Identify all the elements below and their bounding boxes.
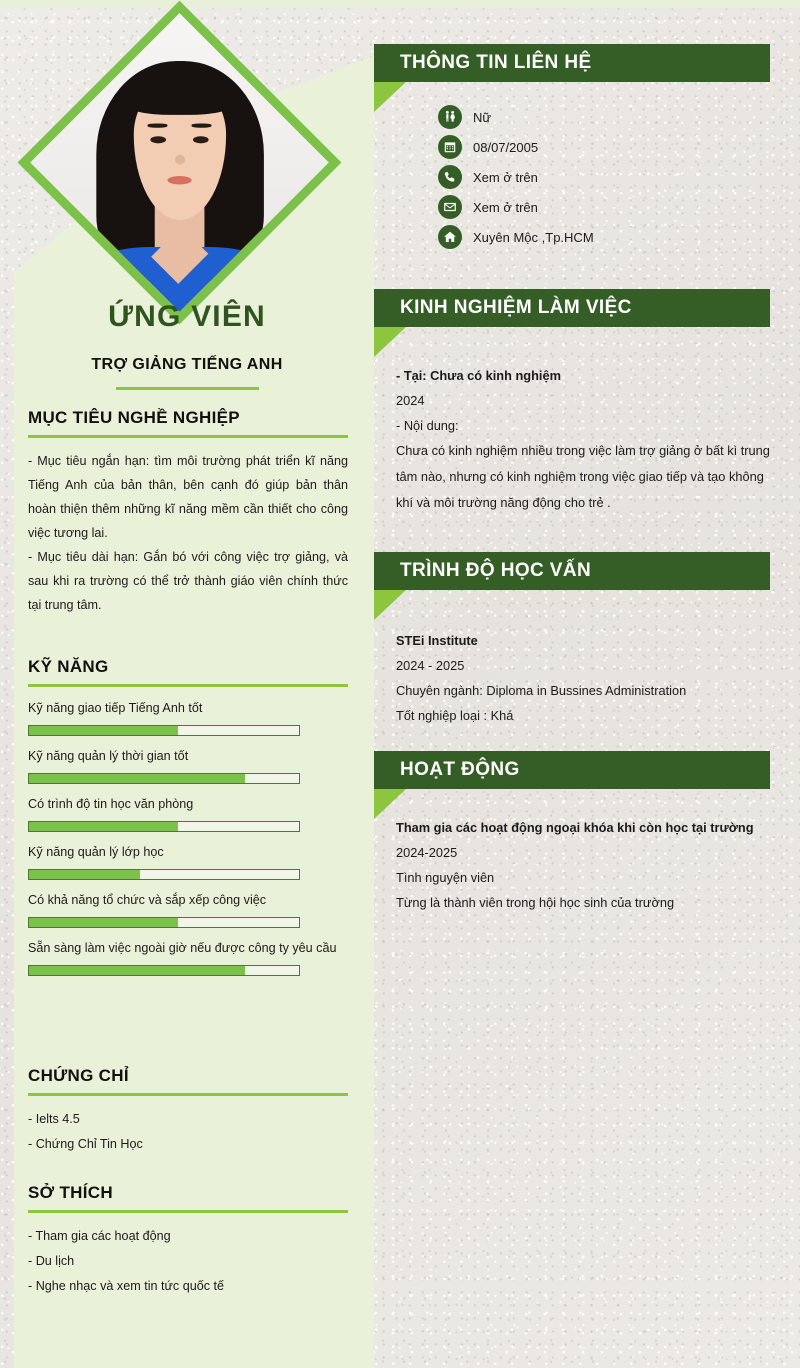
- experience-content: Chưa có kinh nghiệm nhiều trong việc làm trợ giảng ở bất kì trung tâm nào, nhưng có kinh nghiệm trong việc giao tiếp và tạo không khí và môi trường năng động cho trẻ .: [396, 443, 770, 510]
- hobbies-title: SỞ THÍCH: [28, 1183, 113, 1202]
- skill-item: [28, 698, 348, 736]
- skill-item: [28, 746, 348, 784]
- education-grade: Tốt nghiệp loại : Khá: [396, 708, 514, 723]
- experience-year: 2024: [396, 393, 425, 408]
- certificate-item: - Ielts 4.5: [28, 1111, 80, 1126]
- skill-progress-bar: [28, 821, 300, 832]
- skills-divider: [28, 684, 348, 687]
- calendar-icon: [438, 135, 462, 159]
- section-skills: [28, 657, 348, 976]
- certificate-item: - Chứng Chỉ Tin Học: [28, 1136, 143, 1151]
- contact-row-phone: [438, 165, 538, 189]
- education-school: STEi Institute: [396, 633, 478, 648]
- section-hobbies: [28, 1183, 348, 1299]
- skill-progress-bar: [28, 965, 300, 976]
- skill-progress-bar: [28, 917, 300, 928]
- hobby-item: - Nghe nhạc và xem tin tức quốc tế: [28, 1278, 225, 1293]
- skill-progress-fill: [29, 726, 178, 735]
- skill-progress-bar: [28, 773, 300, 784]
- activities-line-1: Tình nguyện viên: [396, 870, 495, 885]
- skill-item: [28, 842, 348, 880]
- education-major: Chuyên ngành: Diploma in Bussines Administration: [396, 683, 687, 698]
- skill-label: Có trình độ tin học văn phòng: [28, 796, 194, 811]
- contact-value: Xuyên Mộc ,Tp.HCM: [473, 229, 594, 245]
- skill-progress-fill: [29, 870, 140, 879]
- skill-item: [28, 794, 348, 832]
- gender-icon: [438, 105, 462, 129]
- contact-value: Nữ: [473, 109, 492, 125]
- section-objective: [28, 408, 348, 617]
- experience-content-label: - Nội dung:: [396, 418, 459, 433]
- education-body: [396, 628, 778, 728]
- skill-label: Kỹ năng giao tiếp Tiếng Anh tốt: [28, 700, 203, 715]
- activities-period: 2024-2025: [396, 845, 458, 860]
- skill-progress-bar: [28, 869, 300, 880]
- certificates-title: CHỨNG CHỈ: [28, 1066, 129, 1085]
- contact-row-gender: [438, 105, 491, 129]
- skill-progress-fill: [29, 822, 178, 831]
- top-green-strip: [0, 0, 800, 8]
- skill-progress-fill: [29, 966, 245, 975]
- contact-row-birthdate: [438, 135, 538, 159]
- education-period: 2024 - 2025: [396, 658, 465, 673]
- contact-value: 08/07/2005: [473, 139, 539, 155]
- home-icon: [438, 225, 462, 249]
- skill-label: Có khả năng tổ chức và sắp xếp công việc: [28, 892, 267, 907]
- role-divider: [116, 387, 259, 390]
- activities-header: [374, 751, 770, 789]
- contact-value: Xem ở trên: [473, 199, 538, 215]
- hobbies-divider: [28, 1210, 348, 1213]
- experience-title: KINH NGHIỆM LÀM VIỆC: [400, 297, 632, 318]
- certificates-divider: [28, 1093, 348, 1096]
- contact-row-address: [438, 225, 594, 249]
- objective-title: MỤC TIÊU NGHỀ NGHIỆP: [28, 408, 240, 427]
- email-icon: [438, 195, 462, 219]
- activities-title: HOẠT ĐỘNG: [400, 759, 520, 780]
- objective-long-term: - Mục tiêu dài hạn: Gắn bó với công việc trợ giảng, và sau khi ra trường có thể trở thành giáo viên chính thức tại trung tâm.: [28, 549, 348, 612]
- section-certificates: [28, 1066, 348, 1157]
- contact-row-email: [438, 195, 538, 219]
- experience-place: - Tại: Chưa có kinh nghiệm: [396, 368, 561, 383]
- hobby-item: - Du lịch: [28, 1253, 75, 1268]
- contact-value: Xem ở trên: [473, 169, 538, 185]
- hobby-item: - Tham gia các hoạt động: [28, 1228, 171, 1243]
- activities-body: [396, 815, 778, 915]
- skill-item: [28, 938, 348, 976]
- skill-progress-bar: [28, 725, 300, 736]
- skill-progress-fill: [29, 918, 178, 927]
- skill-label: Kỹ năng quản lý lớp học: [28, 844, 164, 859]
- skill-item: [28, 890, 348, 928]
- experience-body: [396, 363, 778, 516]
- activities-headline: Tham gia các hoạt động ngoại khóa khi còn học tại trường: [396, 820, 754, 835]
- objective-divider: [28, 435, 348, 438]
- candidate-name: ỨNG VIÊN: [108, 300, 266, 333]
- education-title: TRÌNH ĐỘ HỌC VẤN: [400, 560, 592, 581]
- activities-line-2: Từng là thành viên trong hội học sinh của trường: [396, 895, 675, 910]
- objective-short-term: - Mục tiêu ngắn hạn: tìm môi trường phát triển kĩ năng Tiếng Anh của bản thân, bên cạnh đó giúp bản thân hoàn thiện thêm những kĩ năng mềm cần thiết cho công việc tương lai.: [28, 453, 348, 540]
- skills-title: KỸ NĂNG: [28, 657, 109, 676]
- contact-header: [374, 44, 770, 82]
- contact-title: THÔNG TIN LIÊN HỆ: [400, 52, 592, 73]
- phone-icon: [438, 165, 462, 189]
- education-header: [374, 552, 770, 590]
- skill-progress-fill: [29, 774, 245, 783]
- skill-label: Sẵn sàng làm việc ngoài giờ nếu được công ty yêu cầu: [28, 940, 337, 955]
- experience-header: [374, 289, 770, 327]
- candidate-role: TRỢ GIẢNG TIẾNG ANH: [91, 356, 283, 373]
- skill-label: Kỹ năng quản lý thời gian tốt: [28, 748, 189, 763]
